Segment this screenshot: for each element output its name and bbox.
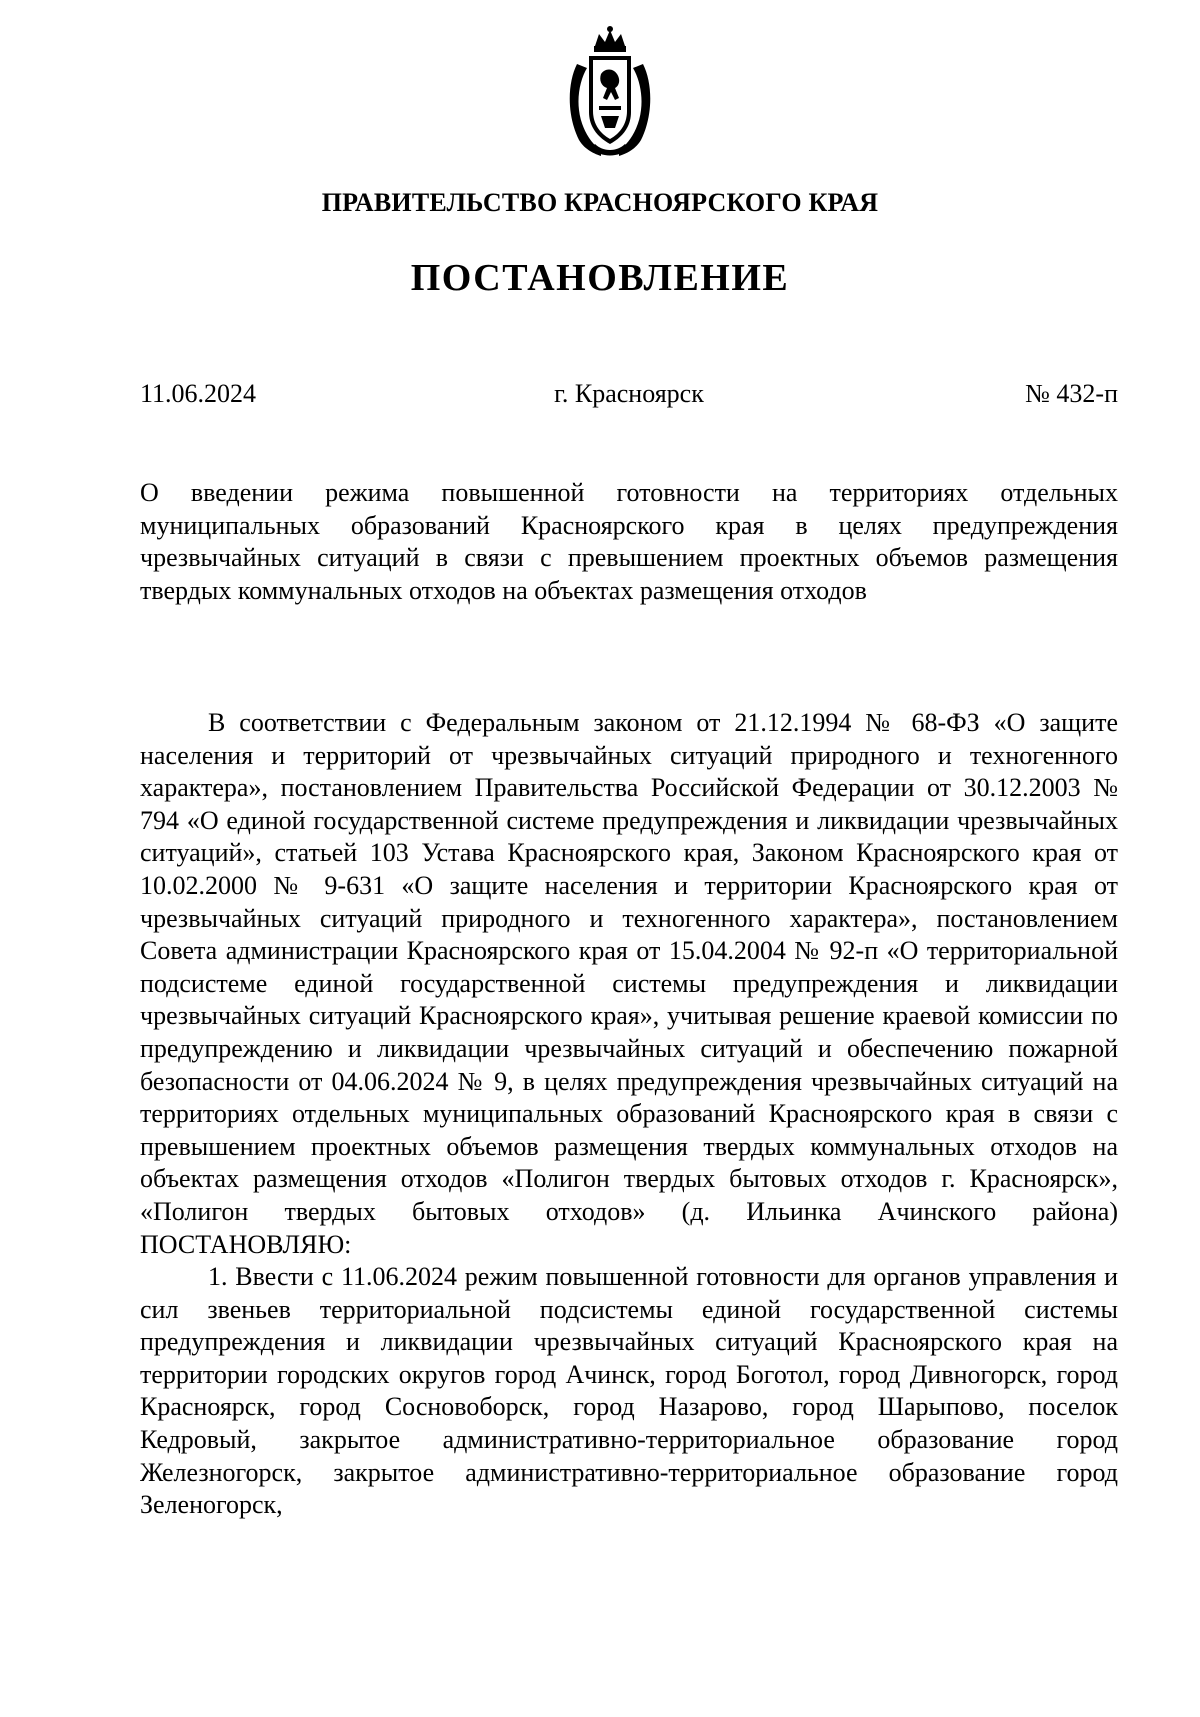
decree-word: ПОСТАНОВЛЯЮ:	[140, 1229, 352, 1259]
organization-title: ПРАВИТЕЛЬСТВО КРАСНОЯРСКОГО КРАЯ	[321, 188, 879, 217]
krasnoyarsk-coat-of-arms-icon	[561, 24, 659, 160]
document-number: № 432-п	[1025, 379, 1118, 408]
item-1-paragraph: 1. Ввести с 11.06.2024 режим повышенной готовности для органов управления и сил звеньев территориальной подсистемы единой государственной системы предупреждения и ликвидации чрезвычайных ситуаций Красноярского края на территории городских округов город Ачинск, город Боготол, город Дивногорск, город Красноярск, город Сосновоборск, город Назарово, город Шарыпово, поселок Кедровый, закрытое административно-территориальное образование город Железногорск, закрытое административно-территориальное образование город Зеленогорск,	[140, 1262, 1118, 1520]
document-type-title: ПОСТАНОВЛЕНИЕ	[410, 257, 790, 299]
document-city: г. Красноярск	[554, 379, 704, 408]
preamble-text: В соответствии с Федеральным законом от 21.12.1994 № 68-ФЗ «О защите населения и территорий от чрезвычайных ситуаций природного и техногенного характера», постановлением Правительства Российской Федерации от 30.12.2003 № 794 «О единой государственной системе предупреждения и ликвидации чрезвычайных ситуаций», статьей 103 Устава Красноярского края, Законом Красноярского края от 10.02.2000 № 9-631 «О защите населения и территории Красноярского края от чрезвычайных ситуаций природного и техногенного характера», постановлением Совета администрации Красноярского края от 15.04.2004 № 92-п «О территориальной подсистеме единой государственной системы предупреждения и ликвидации чрезвычайных ситуаций Красноярского края», учитывая решение краевой комиссии по предупреждению и ликвидации чрезвычайных ситуаций и обеспечению пожарной безопасности от 04.06.2024 № 9, в целях предупреждения чрезвычайных ситуаций на территориях отдельных муниципальных образований Красноярского края в связи с превышением проектных объемов размещения твердых коммунальных отходов на объектах размещения отходов «Полигон твердых бытовых отходов г. Красноярск», «Полигон твердых бытовых отходов» (д. Ильинка Ачинского района)	[140, 708, 1118, 1226]
document-date: 11.06.2024	[140, 379, 257, 408]
preamble-paragraph	[140, 707, 1118, 1261]
document-body	[140, 707, 1118, 1522]
document-subject: О введении режима повышенной готовности на территориях отдельных муниципальных образований Красноярского края в целях предупреждения чрезвычайных ситуаций в связи с превышением проектных объемов размещения твердых коммунальных отходов на объектах размещения отходов	[140, 478, 1118, 605]
document-meta-row	[140, 379, 1118, 413]
